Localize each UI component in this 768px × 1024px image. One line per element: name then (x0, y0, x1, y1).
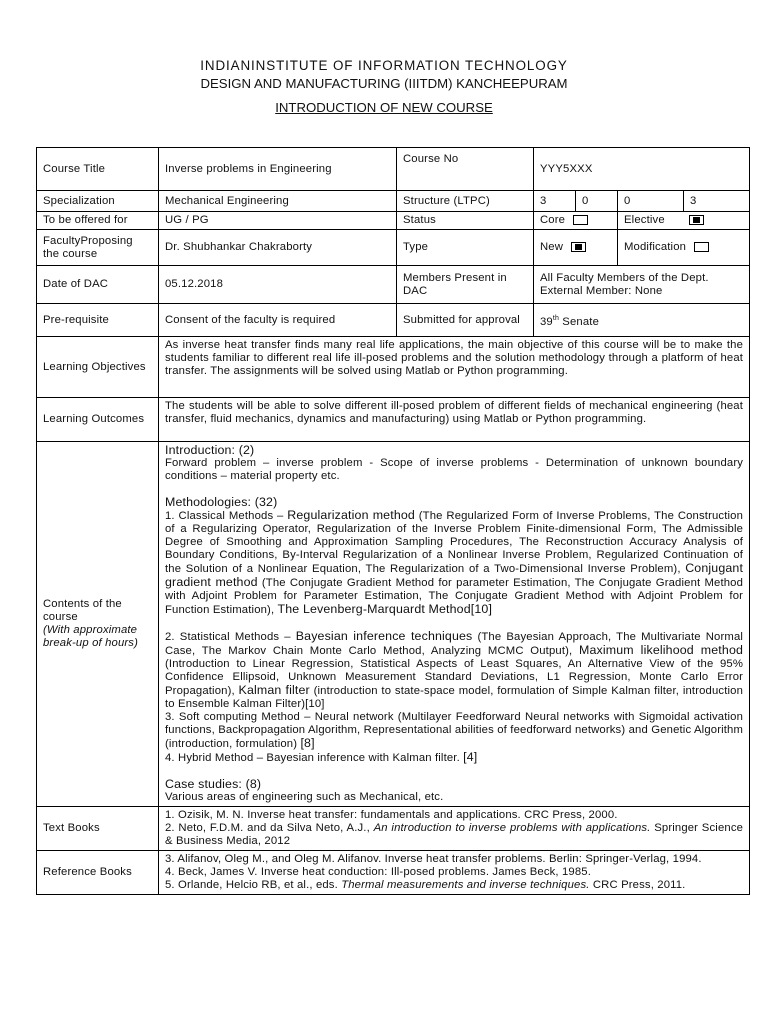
objectives-label: Learning Objectives (37, 337, 159, 398)
specialization-value: Mechanical Engineering (159, 191, 397, 212)
submitted-label: Submitted for approval (397, 304, 534, 337)
status-core-label: Core (540, 214, 566, 226)
row-reference-books (37, 851, 750, 895)
structure-c: 3 (684, 191, 750, 212)
senate-label: Senate (559, 315, 600, 328)
status-label: Status (397, 212, 534, 230)
intro-heading: Introduction: (2) (165, 443, 255, 457)
case-text: Various areas of engineering such as Mechanical, etc. (165, 791, 444, 803)
method-1: 1. Classical Methods – Regularization method (The Regularized Form of Inverse Problems, The Construction of a Regularizing Operator, Regularization of the Inverse Problem Finite-dimensional Form, The Admissible Degree of Smoothing and Approximation Sampling Procedures, The Reconstruction Accuracy Analysis of Boundary Conditions, By-Interval Regularization of a Nonlinear Inverse Problem, Regularized Continuation of the Solution of a Nonlinear Equation, The Regularization of a Two-Dimensional Inverse Problem), Conjugant gradient method (The Conjugate Gradient Method for parameter Estimation, The Conjugate Gradient Method with Adjoint Problem for Parameter Estimation, The Conjugate Gradient Method with Adjoint Problem for Function Estimation), The Levenberg-Marquardt Method[10] (165, 508, 744, 616)
course-table (36, 147, 750, 895)
outcomes-text: The students will be able to solve different ill-posed problem of different fields of mechanical engineering (heat transfer, fluid mechanics, dynamics and manufacturing) using Matlab or Python programming. (159, 398, 750, 442)
case-heading: Case studies: (8) (165, 777, 262, 791)
row-prereq (37, 304, 750, 337)
row-course-title (37, 148, 750, 191)
contents-label (37, 442, 159, 807)
status-elective-checkbox[interactable] (689, 215, 704, 225)
status-elective (618, 212, 750, 230)
methods-heading: Methodologies: (32) (165, 495, 278, 509)
ref-book-3: 3. Alifanov, Oleg M., and Oleg M. Alifanov. Inverse heat transfer problems. Berlin: Springer-Verlag, 1994. (165, 853, 702, 865)
type-modification (618, 230, 750, 266)
text-book-1: 1. Ozisik, M. N. Inverse heat transfer: fundamentals and applications. CRC Press, 2000. (165, 809, 618, 821)
structure-p: 0 (618, 191, 684, 212)
ref-books-list (159, 851, 750, 895)
members-label: Members Present in DAC (397, 266, 534, 304)
type-label: Type (397, 230, 534, 266)
senate-suffix: th (552, 314, 560, 322)
status-core-checkbox[interactable] (573, 215, 588, 225)
intro-text: Forward problem – inverse problem - Scope of inverse problems - Determination of unknown boundary conditions – material property etc. (165, 457, 744, 482)
text-book-2: 2. Neto, F.D.M. and da Silva Neto, A.J., An introduction to inverse problems with applications. Springer Science & Business Media, 2012 (165, 822, 744, 847)
document-title: INTRODUCTION OF NEW COURSE (275, 100, 493, 115)
offered-for-value: UG / PG (159, 212, 397, 230)
row-objectives (37, 337, 750, 398)
members-line-2: External Member: None (540, 284, 663, 297)
structure-t: 0 (576, 191, 618, 212)
members-line-1: All Faculty Members of the Dept. (540, 271, 709, 284)
prereq-value: Consent of the faculty is required (159, 304, 397, 337)
text-books-list (159, 807, 750, 851)
row-contents (37, 442, 750, 807)
row-offered-for (37, 212, 750, 230)
outcomes-label: Learning Outcomes (37, 398, 159, 442)
type-modification-checkbox[interactable] (694, 242, 709, 252)
row-text-books (37, 807, 750, 851)
contents-text (159, 442, 750, 807)
members-value (534, 266, 750, 304)
row-faculty (37, 230, 750, 266)
faculty-label: FacultyProposing the course (37, 230, 159, 266)
ref-books-label: Reference Books (37, 851, 159, 895)
senate-number: 39 (540, 315, 553, 328)
text-books-label: Text Books (37, 807, 159, 851)
faculty-value: Dr. Shubhankar Chakraborty (159, 230, 397, 266)
method-2: 2. Statistical Methods – Bayesian inference techniques (The Bayesian Approach, The Multivariate Normal Case, The Markov Chain Monte Carlo Method, Analyzing MCMC Output), Maximum likelihood method (Introduction to Linear Regression, Statistical Aspects of Least Squares, An Alternative View of the 95% Confidence Ellipsoid, Unknown Measurement Standard Deviations, L1 Regression, Monte Carlo Error Propagation), Kalman filter (introduction to state-space model, formulation of Simple Kalman filter, introduction to Ensemble Kalman Filter)[10] (165, 629, 744, 710)
type-new-checkbox[interactable] (571, 242, 586, 252)
type-new (534, 230, 618, 266)
course-title-label: Course Title (37, 148, 159, 191)
row-outcomes (37, 398, 750, 442)
course-no-value: YYY5XXX (534, 148, 750, 191)
institute-subtitle: DESIGN AND MANUFACTURING (IIITDM) KANCHEEPURAM (200, 76, 568, 91)
row-dac (37, 266, 750, 304)
method-4: 4. Hybrid Method – Bayesian inference with Kalman filter. [4] (165, 750, 478, 764)
institute-name: INDIANINSTITUTE OF INFORMATION TECHNOLOGY (200, 58, 568, 73)
dac-date-label: Date of DAC (37, 266, 159, 304)
structure-label: Structure (LTPC) (397, 191, 534, 212)
status-elective-label: Elective (624, 214, 665, 226)
offered-for-label: To be offered for (37, 212, 159, 230)
method-3: 3. Soft computing Method – Neural network (Multilayer Feedforward Neural networks with Sigmoidal activation functions, Backpropagation Algorithm, Representational abilities of feedforward networks) and Genetic Algorithm (introduction, formulation) [8] (165, 711, 744, 750)
submitted-value (534, 304, 750, 337)
prereq-label: Pre-requisite (37, 304, 159, 337)
ref-book-5: 5. Orlande, Helcio RB, et al., eds. Thermal measurements and inverse techniques. CRC Press, 2011. (165, 879, 686, 891)
contents-label-main: Contents of the course (43, 598, 122, 623)
specialization-label: Specialization (37, 191, 159, 212)
ref-book-4: 4. Beck, James V. Inverse heat conduction: Ill-posed problems. James Beck, 1985. (165, 866, 592, 878)
course-no-label: Course No (397, 148, 534, 191)
objectives-text: As inverse heat transfer finds many real life applications, the main objective of this course will be to make the students familiar to different real life ill-posed problems and the solution methodology through a platform of heat transfer. The assignments will be solved using Matlab or Python programming. (159, 337, 750, 398)
row-specialization (37, 191, 750, 212)
contents-label-italic: (With approximate break-up of hours) (43, 624, 139, 649)
type-modification-label: Modification (624, 241, 687, 253)
structure-l: 3 (534, 191, 576, 212)
dac-date-value: 05.12.2018 (159, 266, 397, 304)
course-title-value: Inverse problems in Engineering (159, 148, 397, 191)
status-core (534, 212, 618, 230)
type-new-label: New (540, 241, 564, 253)
